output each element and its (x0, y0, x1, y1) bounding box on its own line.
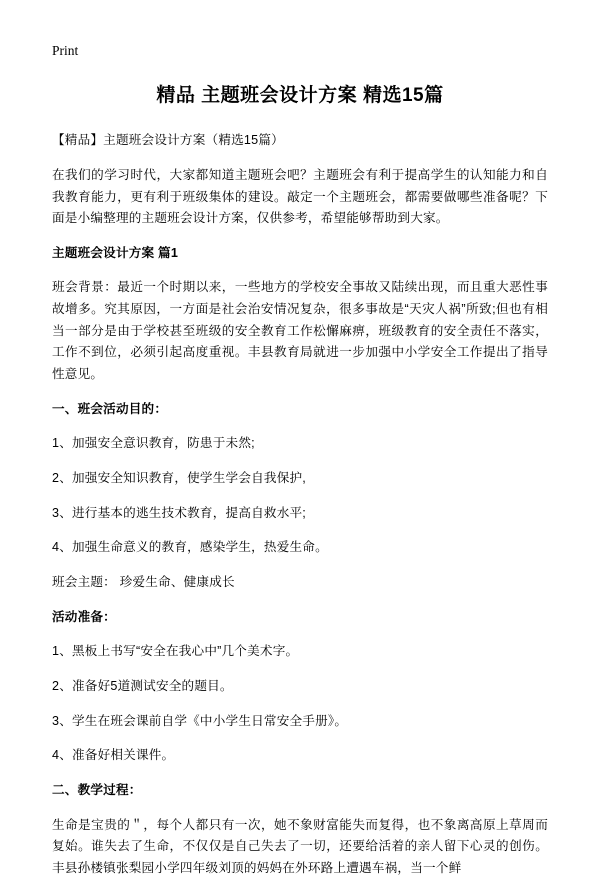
paragraph: 在我们的学习时代，大家都知道主题班会吧？主题班会有利于提高学生的认知能力和自我教育能力，更有利于班级集体的建设。敲定一个主题班会，都需要做哪些准备呢？下面是小编整理的主题班会设计方案，仅供参考，希望能够帮助到大家。 (52, 167, 548, 226)
section-heading: 二、教学过程： (52, 782, 142, 797)
list-item: 1、黑板上书写“安全在我心中”几个美术字。 (52, 644, 299, 659)
list-item: 3、学生在班会课前自学《中小学生日常安全手册》。 (52, 713, 348, 728)
print-button[interactable]: Print (52, 43, 79, 58)
paragraph: 班会主题： 珍爱生命、健康成长 (52, 575, 235, 590)
paragraph: 班会背景：最近一个时期以来，一些地方的学校安全事故又陆续出现，而且重大恶性事故增多。究其原因，一方面是社会治安情况复杂，很多事故是“天灾人祸”所致;但也有相当一部分是由于学校甚至班级的安全教育工作松懈麻痹，班级教育的安全责任不落实，工作不到位，必须引起高度重视。丰县教育局就进一步加强中小学安全工作提出了指导性意见。 (52, 280, 548, 382)
list-item: 1、加强安全意识教育，防患于未然; (52, 436, 255, 451)
page-title: 精品 主题班会设计方案 精选15篇 (156, 84, 444, 106)
paragraph: 【精品】主题班会设计方案（精选15篇） (52, 133, 284, 148)
list-item: 2、准备好5道测试安全的题目。 (52, 679, 233, 693)
document-body (52, 130, 548, 879)
paragraph: 生命是宝贵的＂，每个人都只有一次，她不象财富能失而复得，也不象离高原上草周而复始。谁失去了生命，不仅仅是自己失去了一切，还要给活着的亲人留下心灵的创伤。丰县孙楼镇张梨园小学四年级刘顶的妈妈在外环路上遭遇车祸，当一个鲜 (52, 817, 548, 875)
list-item: 4、加强生命意义的教育，感染学生，热爱生命。 (52, 540, 328, 555)
section-heading: 一、班会活动目的： (52, 401, 168, 416)
list-item: 4、准备好相关课件。 (52, 748, 175, 763)
section-heading: 主题班会设计方案 篇1 (52, 245, 179, 260)
section-heading: 活动准备： (52, 609, 116, 624)
list-item: 2、加强安全知识教育，使学生学会自我保护, (52, 471, 306, 486)
list-item: 3、进行基本的逃生技术教育，提高自救水平; (52, 505, 306, 520)
